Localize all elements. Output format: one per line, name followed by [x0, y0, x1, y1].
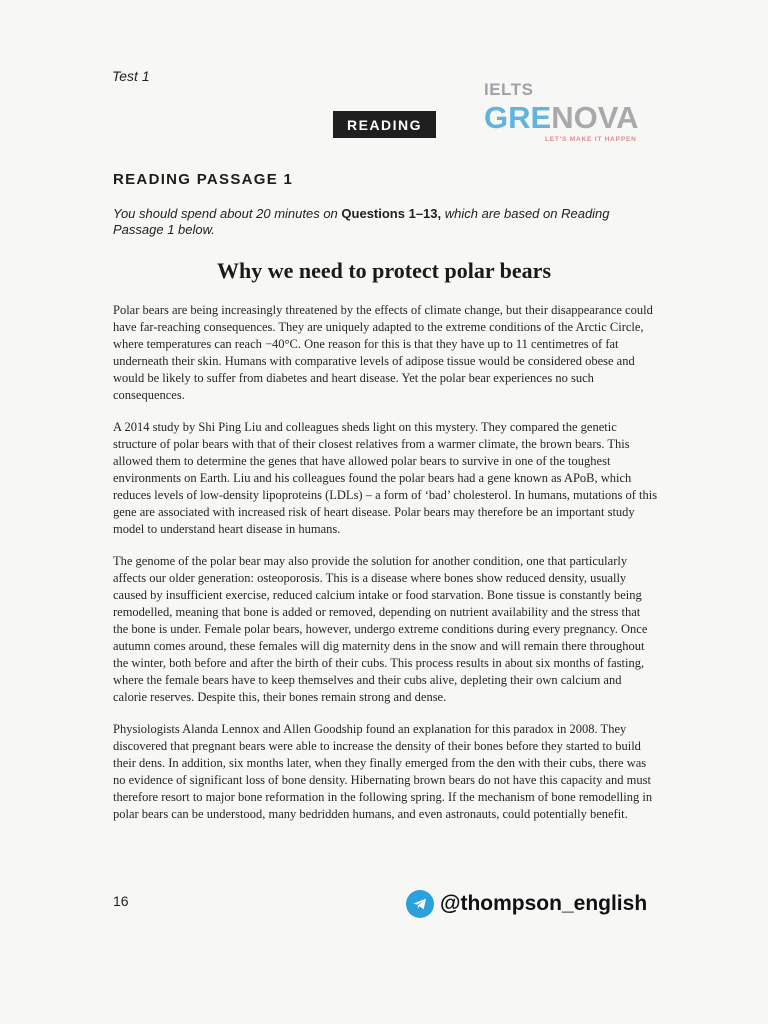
instructions-text-before: You should spend about 20 minutes on: [113, 206, 342, 221]
passage-instructions: [113, 206, 653, 238]
paragraph-3: The genome of the polar bear may also provide the solution for another condition, one that particularly affects our older generation: osteoporosis. This is a disease where bones show reduced density, usually caused by insufficient exercise, reduced calcium intake or food starvation. Bone tissue is constantly being remodelled, meaning that bone is added or removed, depending on nutrient availability and the stress that the bone is under. Female polar bears, however, undergo extreme conditions during every pregnancy. Once autumn comes around, these females will dig maternity dens in the snow and will remain there throughout the winter, both before and after the birth of their cubs. This process results in about six months of fasting, where the female bears have to keep themselves and their cubs alive, depleting their own calcium and calorie reserves. Despite this, their bones remain strong and dense.: [113, 554, 648, 704]
social-handle: [406, 890, 647, 918]
brand-tagline: LET'S MAKE IT HAPPEN: [545, 136, 637, 143]
passage-heading: READING PASSAGE 1: [113, 171, 294, 188]
brand-logo: [484, 80, 664, 150]
brand-name: [484, 100, 638, 136]
page-number: 16: [113, 893, 129, 909]
brand-top-text: IELTS: [484, 80, 534, 99]
article-title: Why we need to protect polar bears: [216, 258, 552, 283]
instructions-text-after: which are based on Reading Passage 1 below.: [113, 206, 610, 237]
section-badge: READING: [333, 111, 436, 138]
brand-name-part2: NOVA: [551, 100, 639, 135]
paragraph-1: Polar bears are being increasingly threatened by the effects of climate change, but their disappearance could have far-reaching consequences. They are uniquely adapted to the extreme conditions of the Arctic Circle, where temperatures can reach −40°C. One reason for this is that they have up to 11 centimetres of fat underneath their skin. Humans with comparative levels of adipose tissue would be considered obese and would be likely to suffer from diabetes and heart disease. Yet the polar bear experiences no such consequences.: [113, 303, 653, 402]
paragraph-4: Physiologists Alanda Lennox and Allen Goodship found an explanation for this paradox in 2008. They discovered that pregnant bears were able to increase the density of their bones before they started to build their dens. In addition, six months later, when they finally emerged from the den with their cubs, there was no evidence of significant loss of bone density. Hibernating brown bears do not have this capacity and must therefore resort to major bone reformation in the following spring. If the mechanism of bone remodelling in polar bears can be understood, many bedridden humans, and even astronauts, could potentially benefit.: [113, 722, 653, 821]
article-body: [113, 302, 658, 838]
telegram-icon: [406, 890, 434, 918]
handle-text: @thompson_english: [440, 892, 648, 915]
instructions-questions: Questions 1–13,: [341, 206, 442, 221]
test-label: Test 1: [112, 68, 150, 84]
paragraph-2: A 2014 study by Shi Ping Liu and colleagues sheds light on this mystery. They compared the genetic structure of polar bears with that of their closest relatives from a warmer climate, the brown bears. This allowed them to determine the genes that have allowed polar bears to survive in one of the toughest environments on Earth. Liu and his colleagues found the polar bears had a gene known as APoB, which reduces levels of low-density lipoproteins (LDLs) – a form of ‘bad’ cholesterol. In humans, mutations of this gene are associated with increased risk of heart disease. Polar bears may therefore be an important study model to understand heart disease in humans.: [113, 420, 658, 536]
brand-name-part1: GRE: [484, 100, 552, 135]
